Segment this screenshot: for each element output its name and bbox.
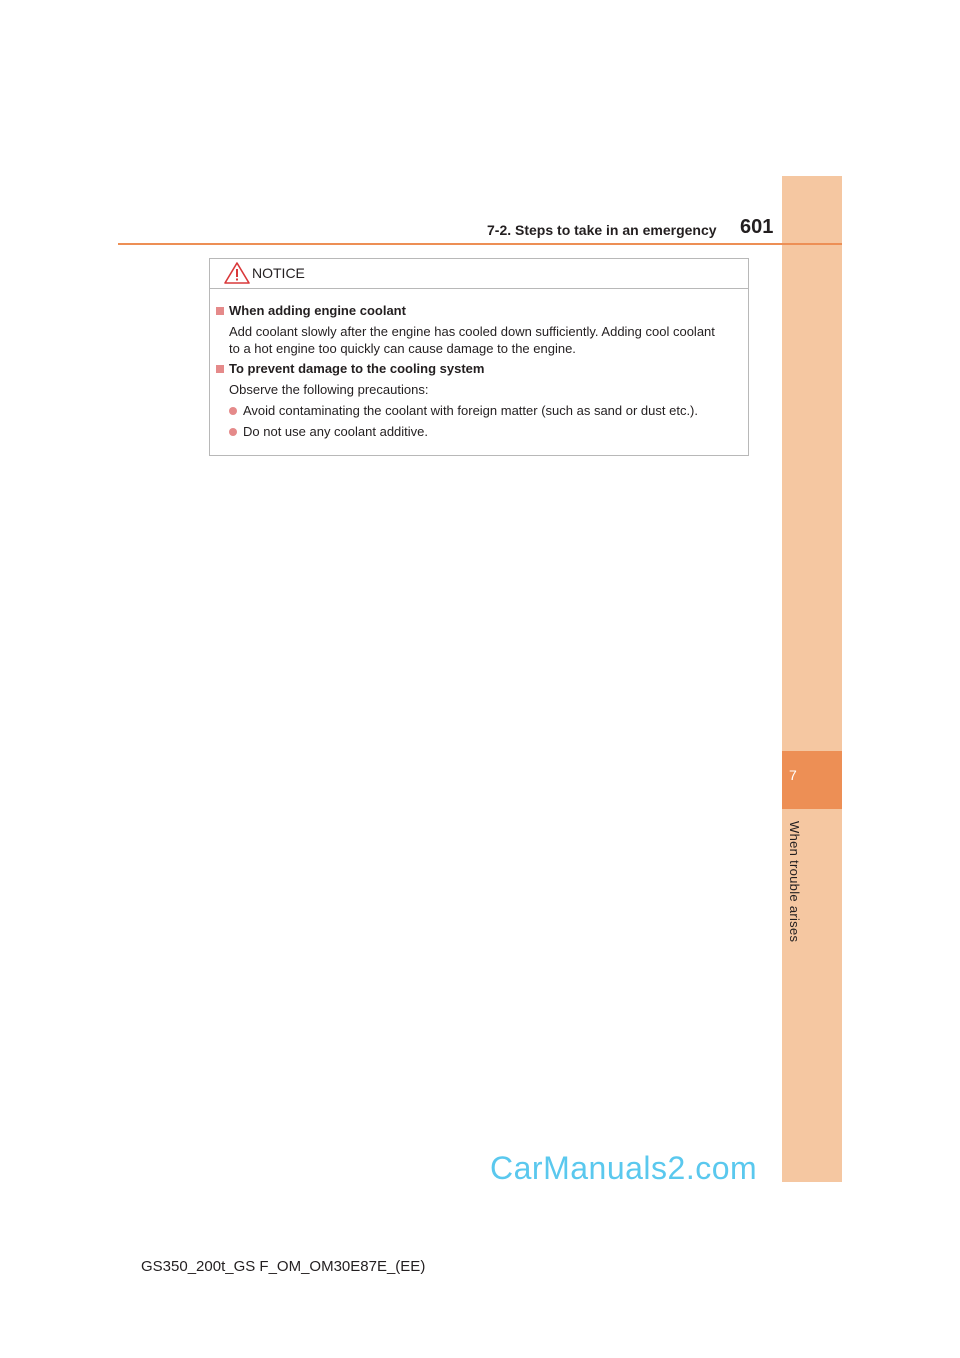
notice-item-title: To prevent damage to the cooling system [229, 361, 485, 376]
round-bullet-icon [229, 428, 237, 436]
notice-bullet-text: Avoid contaminating the coolant with foreign matter (such as sand or dust etc.). [243, 403, 698, 418]
round-bullet-icon [229, 407, 237, 415]
watermark: CarManuals2.com [490, 1150, 758, 1186]
chapter-side-tab [782, 176, 842, 1182]
notice-item-intro: Observe the following precautions: [229, 382, 429, 397]
section-title: 7-2. Steps to take in an emergency [487, 222, 717, 238]
square-bullet-icon [216, 307, 224, 315]
notice-header [210, 259, 748, 289]
notice-box [209, 258, 749, 456]
notice-item-title: When adding engine coolant [229, 303, 406, 318]
notice-item-text: to a hot engine too quickly can cause damage to the engine. [229, 341, 576, 356]
notice-label: NOTICE [252, 265, 305, 281]
square-bullet-icon [216, 365, 224, 373]
notice-item-text: Add coolant slowly after the engine has cooled down sufficiently. Adding cool coolant [229, 324, 715, 339]
notice-bullet-text: Do not use any coolant additive. [243, 424, 429, 439]
warning-triangle-icon [224, 262, 250, 284]
chapter-title: When trouble arises [787, 821, 802, 943]
footer-doc-code: GS350_200t_GS F_OM_OM30E87E_(EE) [141, 1258, 426, 1275]
chapter-number: 7 [789, 767, 797, 783]
page-number: 601 [740, 216, 774, 238]
header-rule [118, 243, 842, 245]
